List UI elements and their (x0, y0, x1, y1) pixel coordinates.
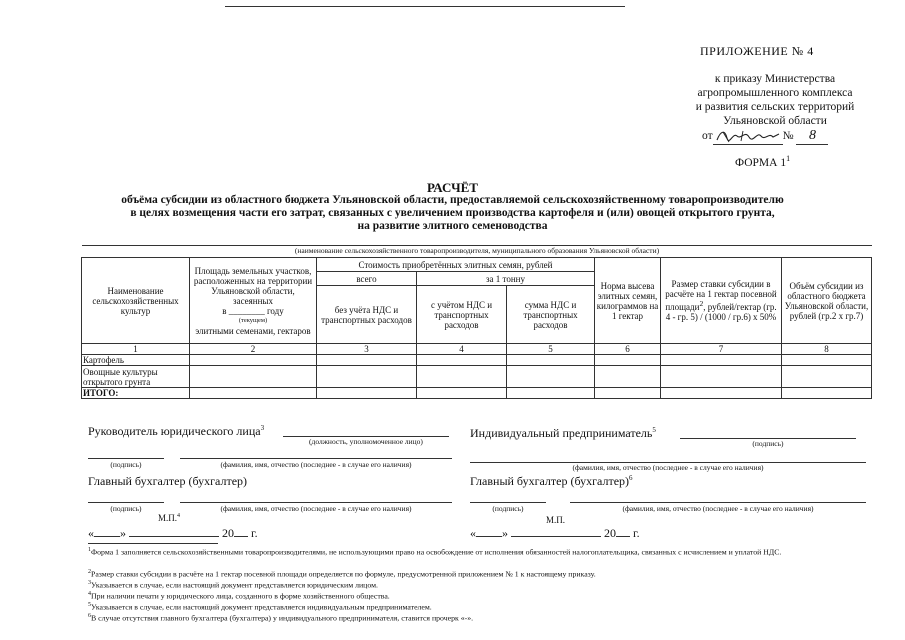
ip-fio-caption: (фамилия, имя, отчество (последнее - в случае его наличия) (572, 463, 764, 472)
column-number: 2 (190, 344, 317, 355)
footnote-6: $^6$В случае отсутствия главного бухгалтера (бухгалтера) у индивидуального предпринимателя, ставится прочерк «-». (88, 613, 474, 623)
header-subsidy-volume: Объём субсидии из областного бюджета Ульяновской области, рублей (гр.2 x гр.7) (782, 258, 872, 344)
header-cost-group: Стоимость приобретённых элитных семян, рублей (317, 258, 595, 272)
accountant-label-left: Главный бухгалтер (бухгалтер) (88, 474, 248, 488)
table-row (82, 366, 872, 388)
head-position-caption: (должность, уполномоченное лицо) (309, 437, 423, 446)
head-signature-line (88, 458, 164, 459)
head-fio-line (180, 458, 452, 459)
footnote-4: $^4$При наличии печати у юридического лица, созданного в форме хозяйственного общества. (88, 591, 390, 601)
header-vat-sum: сумма НДС и транспортных расходов (507, 286, 595, 344)
subtitle-line: на развитие элитного семеноводства (357, 220, 548, 232)
form-label: ФОРМА $1^1$ (735, 154, 791, 169)
order-line: Ульяновской области (723, 115, 827, 127)
accountant-fio-line (180, 502, 452, 503)
order-number: 8 (796, 128, 828, 145)
order-line: к приказу Министерства (714, 73, 836, 85)
row-label-vegetables: Овощные культуры открытого грунта (82, 366, 190, 388)
accountant-right-signature-line (470, 502, 546, 503)
column-number: 3 (317, 344, 417, 355)
table-total-row (82, 388, 872, 399)
date-field-right: « » 20 г. (470, 526, 640, 540)
header-culture-name: Наименование сельскохозяйственных культур (82, 258, 190, 344)
head-fio-caption: (фамилия, имя, отчество (последнее - в случае его наличия) (220, 460, 412, 469)
column-number: 4 (417, 344, 507, 355)
head-label: Руководитель юридического лица$^3$ (88, 424, 265, 438)
footnote-2: $^2$Размер ставки субсидии в расчёте на 1 гектар посевной площади определяется по формуле, предусмотренной приложением № 1 к настоящему приказу. (88, 569, 596, 579)
order-date-number (702, 128, 828, 145)
column-number: 6 (595, 344, 661, 355)
accountant-fio-caption: (фамилия, имя, отчество (последнее - в случае его наличия) (220, 504, 412, 513)
header-area: Площадь земельных участков, расположенных на территории Ульяновской области, засеянных в ________ году (текущем) элитными семенами, гектаров (190, 258, 317, 344)
header-rate: Размер ставки субсидии в расчёте на 1 гектар посевной площади$^2$, рублей/гектар (гр. 4 - гр. 5) / (1000 / гр.6) x 50% (661, 258, 782, 344)
head-signature-caption: (подпись) (110, 460, 142, 469)
table-row (82, 355, 872, 366)
calculation-table (81, 257, 872, 399)
number-prefix: № (782, 130, 794, 142)
column-number: 7 (661, 344, 782, 355)
handwritten-date (713, 132, 783, 145)
ip-label: Индивидуальный предприниматель$^5$ (470, 426, 656, 440)
stamp-place-right: М.П. (546, 515, 566, 525)
date-prefix: от (702, 130, 713, 142)
stamp-place-left: М.П.$^4$ (158, 513, 181, 523)
row-label-potato: Картофель (82, 355, 190, 366)
accountant-label-right: Главный бухгалтер (бухгалтер)$^6$ (470, 474, 633, 488)
footnote-3: $^3$Указывается в случае, если настоящий документ представляется юридическим лицом. (88, 580, 378, 590)
accountant-right-signature-caption: (подпись) (492, 504, 524, 513)
date-field-left: « » 20 г. (88, 526, 258, 540)
column-number: 1 (82, 344, 190, 355)
order-line: агропромышленного комплекса (697, 87, 853, 99)
accountant-signature-caption: (подпись) (110, 504, 142, 513)
order-reference (640, 72, 905, 128)
document-subtitle (0, 194, 905, 233)
footnote-rule (88, 543, 218, 544)
subtitle-line: объёма субсидии из областного бюджета Ульяновской области, предоставляемой сельскохозяйственному товаропроизводителю (121, 194, 784, 206)
header-seeding-rate: Норма высева элитных семян, килограммов на 1 гектар (595, 258, 661, 344)
appendix-title: ПРИЛОЖЕНИЕ № 4 (700, 44, 814, 58)
organization-caption: (наименование сельскохозяйственного товаропроизводителя, муниципального образования Ульяновской области) (294, 246, 660, 255)
column-number: 5 (507, 344, 595, 355)
order-line: и развития сельских территорий (695, 101, 855, 113)
footnote-5: $^5$Указывается в случае, если настоящий документ представляется индивидуальным предпринимателем. (88, 602, 432, 612)
column-number: 8 (782, 344, 872, 355)
header-without-vat: без учёта НДС и транспортных расходов (317, 286, 417, 344)
subtitle-line: в целях возмещения части его затрат, связанных с увеличением производства картофеля и (или) овощей открытого грунта, (130, 207, 775, 219)
ip-signature-caption: (подпись) (752, 439, 784, 448)
document-title: РАСЧЁТ (427, 180, 478, 195)
header-with-vat: с учётом НДС и транспортных расходов (417, 286, 507, 344)
column-numbers-row (82, 344, 872, 355)
header-total: всего (317, 272, 417, 286)
footnote-1: $^1$Форма 1 заполняется сельскохозяйственными товаропроизводителями, не использующими право на освобождение от исполнения обязанностей налогоплательщика, связанных с исчислением и уплатой НДС. (88, 547, 782, 557)
accountant-right-fio-caption: (фамилия, имя, отчество (последнее - в случае его наличия) (622, 504, 814, 513)
row-label-total: ИТОГО: (82, 388, 190, 399)
header-per-ton: за 1 тонну (417, 272, 595, 286)
accountant-signature-line (88, 502, 164, 503)
top-rule (225, 6, 625, 7)
accountant-right-fio-line (570, 502, 866, 503)
